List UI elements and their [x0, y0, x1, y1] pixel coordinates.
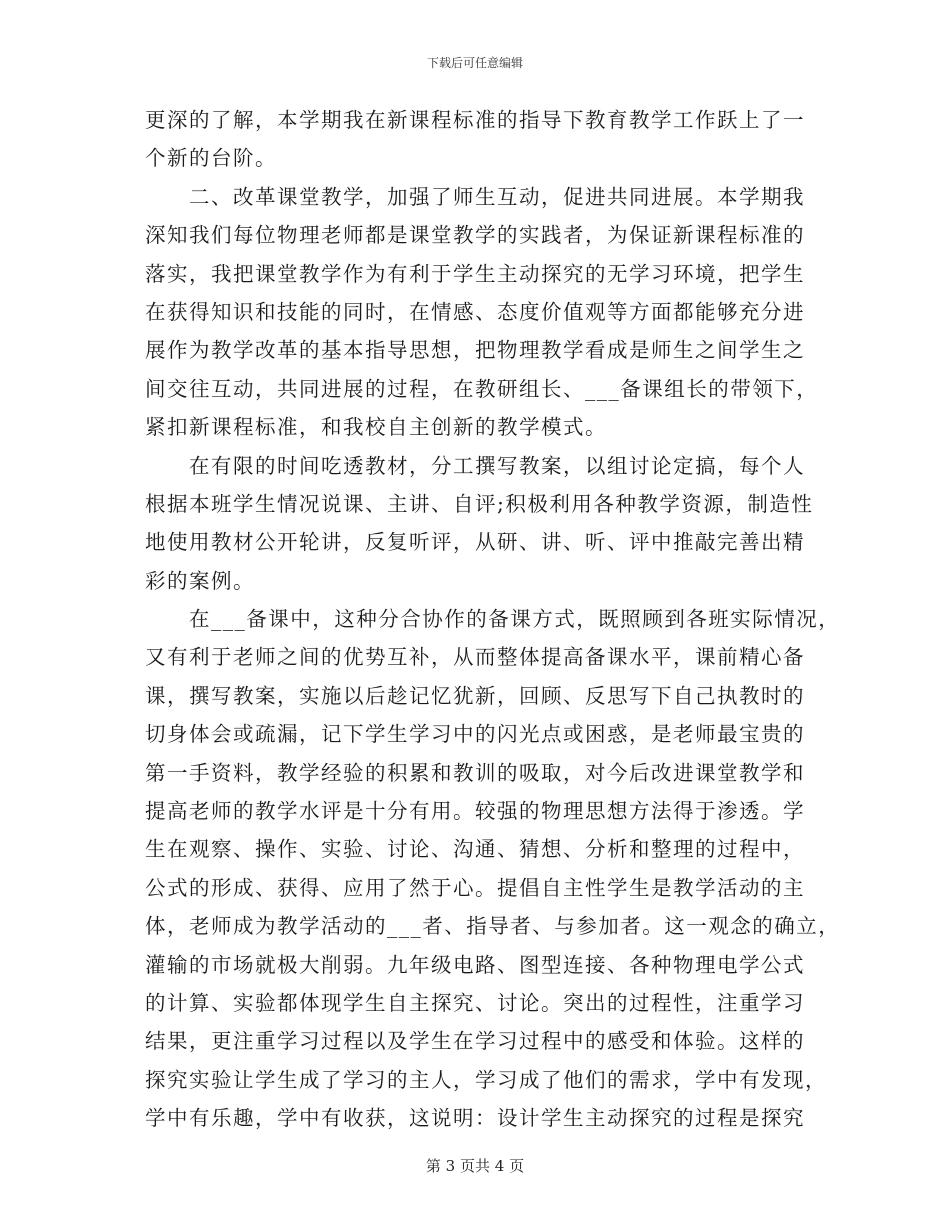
text-line: 第一手资料，教学经验的积累和教训的吸取，对今后改进课堂教学和: [145, 760, 805, 785]
text-line: 地使用教材公开轮讲，反复听评，从研、讲、听、评中推敲完善出精: [145, 530, 805, 555]
text-line: 彩的案例。: [145, 568, 255, 593]
text-line: 二、改革课堂教学，加强了师生互动，促进共同进展。本学期我: [145, 184, 805, 209]
page-header: 下载后可任意编辑: [426, 56, 523, 70]
text-line: 公式的形成、获得、应用了然于心。提倡自主性学生是教学活动的主: [145, 875, 805, 900]
text-line: 的计算、实验都体现学生自主探究、讨论。突出的过程性，注重学习: [145, 990, 805, 1015]
text-line: 结果，更注重学习过程以及学生在学习过程中的感受和体验。这样的: [145, 1029, 805, 1054]
document-body: [145, 101, 841, 1138]
text-line: 探究实验让学生成了学习的主人，学习成了他们的需求，学中有发现，: [145, 1067, 827, 1092]
text-line: 生在观察、操作、实验、讨论、沟通、猜想、分析和整理的过程中，: [145, 837, 805, 862]
text-line: 更深的了解，本学期我在新课程标准的指导下教育教学工作跃上了一: [145, 108, 805, 132]
text-line: 体，老师成为教学活动的___者、指导者、与参加者。这一观念的确立，: [145, 914, 841, 939]
text-line: 间交往互动，共同进展的过程，在教研组长、___备课组长的带领下，: [145, 376, 819, 401]
text-line: 提高老师的教学水评是十分有用。较强的物理思想方法得于渗透。学: [145, 799, 805, 824]
text-line: 在有限的时间吃透教材，分工撰写教案，以组讨论定搞，每个人: [145, 453, 805, 478]
text-line: 根据本班学生情况说课、主讲、自评;积极利用各种教学资源，制造性: [145, 491, 814, 516]
text-line: 紧扣新课程标准，和我校自主创新的教学模式。: [145, 415, 607, 440]
text-line: 展作为教学改革的基本指导思想，把物理教学看成是师生之间学生之: [145, 338, 805, 363]
text-line: 深知我们每位物理老师都是课堂教学的实践者，为保证新课程标准的: [145, 223, 805, 248]
text-line: 落实，我把课堂教学作为有利于学生主动探究的无学习环境，把学生: [145, 261, 805, 286]
text-line: 在___备课中，这种分合协作的备课方式，既照顾到各班实际情况，: [145, 607, 841, 632]
text-line: 又有利于老师之间的优势互补，从而整体提高备课水平，课前精心备: [145, 645, 805, 670]
page-number: 第 3 页共 4 页: [425, 1157, 525, 1175]
text-line: 灌输的市场就极大削弱。九年级电路、图型连接、各种物理电学公式: [145, 952, 805, 977]
text-line: 学中有乐趣，学中有收获，这说明：设计学生主动探究的过程是探究: [145, 1106, 805, 1131]
text-line: 课，撰写教案，实施以后趁记忆犹新，回顾、反思写下自己执教时的: [145, 683, 805, 708]
text-line: 在获得知识和技能的同时，在情感、态度价值观等方面都能够充分进: [145, 299, 805, 324]
text-line: 切身体会或疏漏，记下学生学习中的闪光点或困惑，是老师最宝贵的: [145, 722, 805, 747]
text-line: 个新的台阶。: [145, 146, 277, 171]
